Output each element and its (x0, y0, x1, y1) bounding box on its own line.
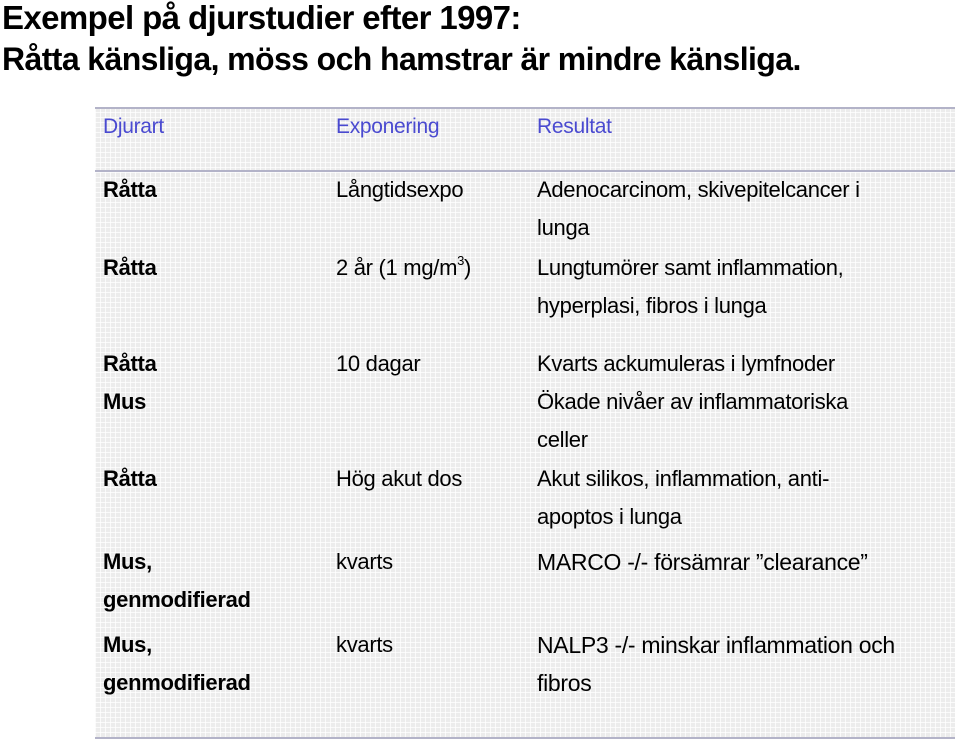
column-header-resultat: Resultat (537, 115, 612, 138)
row-2-result-line-1: Lungtumörer samt inflammation, (537, 255, 844, 280)
row-5-result-line-1: Akut silikos, inflammation, anti- (537, 466, 830, 491)
row-7-result-line-1: NALP3 -/- minskar inflammation och (537, 632, 895, 658)
row-3-species: Råtta (103, 351, 157, 376)
row-2-result-line-2: hyperplasi, fibros i lunga (537, 293, 767, 318)
row-4-result-line-2: celler (537, 427, 588, 452)
row-2-species: Råtta (103, 255, 157, 280)
row-1-result-line-2: lunga (537, 215, 590, 240)
table-bottom-rule (95, 737, 955, 739)
column-header-djurart: Djurart (103, 115, 164, 138)
row-7-species-line-1: Mus, (103, 632, 152, 657)
row-7-exposure: kvarts (336, 632, 393, 657)
row-5-species: Råtta (103, 466, 157, 491)
row-5-exposure: Hög akut dos (336, 466, 463, 491)
row-6-species-line-1: Mus, (103, 549, 152, 574)
row-1-species: Råtta (103, 177, 157, 202)
row-4-species: Mus (103, 389, 147, 414)
row-3-exposure: 10 dagar (336, 351, 421, 376)
row-7-species-line-2: genmodifierad (103, 670, 251, 695)
page-subtitle: Råtta känsliga, möss och hamstrar är mindre känsliga. (2, 41, 801, 77)
row-1-result-line-1: Adenocarcinom, skivepitelcancer i (537, 177, 860, 202)
row-4-result-line-1: Ökade nivåer av inflammatoriska (537, 389, 849, 414)
row-7-result-line-2: fibros (537, 670, 592, 696)
row-1-exposure: Långtidsexpo (336, 177, 464, 202)
row-6-result-line-1: MARCO -/- försämrar ”clearance” (537, 549, 868, 575)
row-3-result-line-1: Kvarts ackumuleras i lymfnoder (537, 351, 835, 376)
row-6-species-line-2: genmodifierad (103, 587, 251, 612)
row-2-exposure: 2 år (1 $mg/m^3$) (336, 252, 472, 280)
row-5-result-line-2: apoptos i lunga (537, 504, 682, 529)
row-6-exposure: kvarts (336, 549, 393, 574)
table-top-rule (95, 107, 955, 109)
column-header-exponering: Exponering (336, 115, 440, 138)
page-title: Exempel på djurstudier efter 1997: (2, 0, 521, 36)
